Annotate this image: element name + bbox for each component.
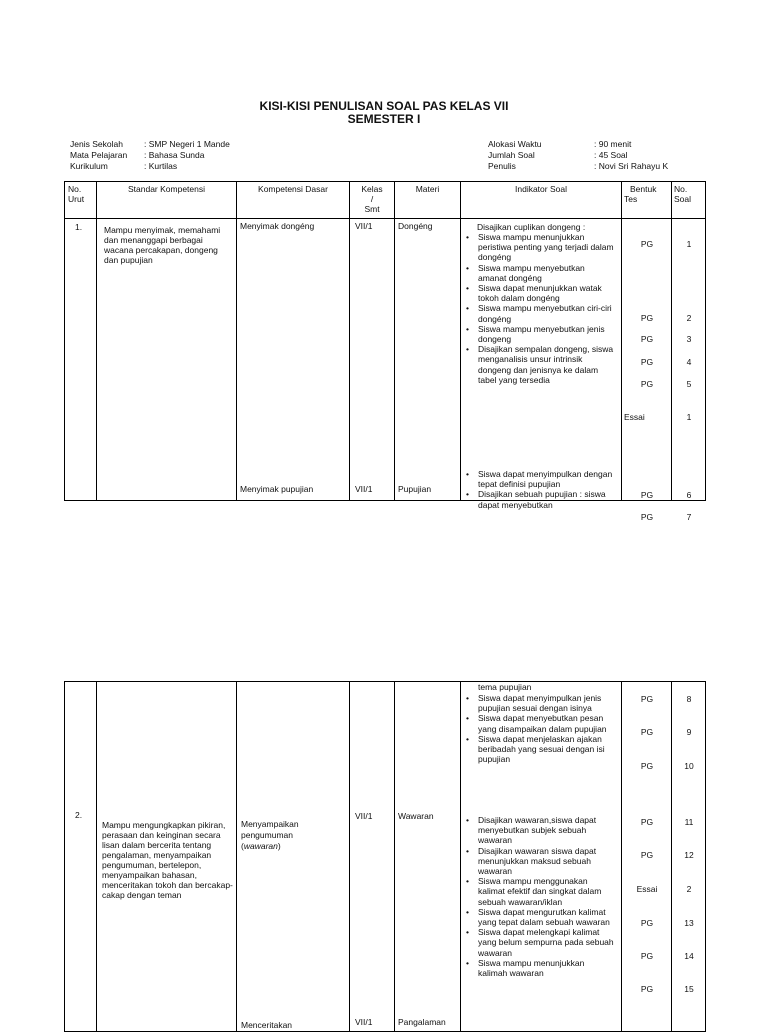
cell-kelas xyxy=(350,219,395,501)
indikator-list xyxy=(464,815,614,978)
list-item: • Siswa dapat mengurutkan kalimat yang tepat dalam sebuah wawaran xyxy=(464,907,614,927)
materi-text: Pangalaman xyxy=(398,1017,446,1027)
cell-bentuk-tes xyxy=(622,219,672,522)
list-item: • Siswa mampu menyebutkan ciri-ciri dongéng xyxy=(464,303,614,323)
no-soal: 7 xyxy=(686,512,692,522)
no-soal: 5 xyxy=(686,379,692,389)
meta-label: Kurikulum xyxy=(70,161,108,171)
document-subtitle: SEMESTER I xyxy=(347,112,421,126)
kd-text: Menyampaikan xyxy=(241,819,299,829)
meta-label: Penulis xyxy=(488,161,516,171)
meta-value: : 45 Soal xyxy=(594,150,628,160)
standar-kompetensi-text: Mampu mengungkapkan pikiran, perasaan dan keinginan secara lisan dalam bercerita tentang pengalaman, menyampaikan pengumuman, bertelepon, menyampaikan bahasan, menceritakan tokoh dan bercakap-cakap dengan teman xyxy=(102,820,233,900)
kelas-text: VII/1 xyxy=(355,1017,373,1027)
list-item: • Disajikan sempalan dongeng, siswa menganalisis unsur intrinsik dongeng dan jenisnya ke dalam tabel yang tersedia xyxy=(464,344,614,385)
header-no-soal xyxy=(672,182,706,219)
bentuk-tes: PG xyxy=(640,761,654,771)
meta-value: : 90 menit xyxy=(594,139,632,149)
bentuk-tes: PG xyxy=(640,357,654,367)
kelas-text: VII/1 xyxy=(355,484,373,494)
kisi-table-page1 xyxy=(64,181,706,522)
kd-text: Menceritakan xyxy=(241,1020,293,1030)
cell-kelas xyxy=(350,682,395,1032)
no-soal: 6 xyxy=(686,490,692,500)
list-item: • Siswa dapat menjelaskan ajakan beribadah yang sesuai dengan isi pupujian xyxy=(464,734,614,765)
kd-text: Menyimak dongéng xyxy=(240,221,315,231)
no-soal: 1 xyxy=(686,239,692,249)
materi-text: Pupujian xyxy=(398,484,432,494)
no-soal: 8 xyxy=(686,694,692,704)
table-row xyxy=(65,219,706,501)
cell-kd xyxy=(237,682,350,1032)
list-item: • Siswa dapat menunjukkan watak tokoh dalam dongéng xyxy=(464,283,614,303)
meta-label: Jumlah Soal xyxy=(488,150,535,160)
header-materi: Materi xyxy=(395,182,461,219)
cell-standar xyxy=(97,682,237,1032)
header-text: Urut xyxy=(68,194,85,204)
bentuk-tes: Essai xyxy=(624,412,645,422)
no-soal: 4 xyxy=(686,357,692,367)
list-item: • Disajikan wawaran siswa dapat menunjukkan maksud sebuah wawaran xyxy=(464,846,614,877)
header-text: Kelas xyxy=(361,184,383,194)
cell-indikator xyxy=(461,682,622,1032)
bentuk-tes: PG xyxy=(640,694,654,704)
kd-text: pengumuman xyxy=(241,830,293,840)
kd-text: (wawaran) xyxy=(241,841,281,851)
meta-label: Mata Pelajaran xyxy=(70,150,128,160)
indikator-list xyxy=(464,232,614,385)
bentuk-tes: PG xyxy=(640,817,654,827)
list-item: • Siswa dapat melengkapi kalimat yang belum sempurna pada sebuah wawaran xyxy=(464,927,614,958)
kd-text: Menyimak pupujian xyxy=(240,484,314,494)
kelas-text: VII/1 xyxy=(355,221,373,231)
bentuk-tes: PG xyxy=(640,918,654,928)
cell-materi xyxy=(395,682,461,1032)
cell-standar xyxy=(97,219,237,501)
cell-kd xyxy=(237,219,350,501)
no-soal: 14 xyxy=(684,951,694,961)
kd-italic-text: wawaran xyxy=(243,841,278,851)
cell-no-soal xyxy=(672,219,706,522)
header-bentuk-tes xyxy=(622,182,672,219)
bentuk-tes: PG xyxy=(640,850,654,860)
meta-left xyxy=(70,139,230,172)
header-text: No. xyxy=(68,184,82,194)
header-text: Bentuk xyxy=(630,184,657,194)
meta-value: : Novi Sri Rahayu K xyxy=(594,161,669,171)
no-soal: 15 xyxy=(684,984,694,994)
table-row xyxy=(65,682,706,1032)
list-item: • Siswa mampu menunjukkan kalimah wawaran xyxy=(464,958,614,978)
bentuk-tes: PG xyxy=(640,490,654,500)
cell-materi xyxy=(395,219,461,501)
meta-right xyxy=(488,139,668,172)
header-text: Tes xyxy=(624,194,638,204)
bentuk-tes: PG xyxy=(640,984,654,994)
list-item: • Siswa dapat menyimpulkan dengan tepat definisi pupujian xyxy=(464,469,614,489)
standar-kompetensi-text: Mampu menyimak, memahami dan menanggapi berbagai wacana percakapan, dongeng dan pupujian xyxy=(104,225,221,265)
no-soal: 11 xyxy=(684,817,694,827)
bentuk-tes: PG xyxy=(640,334,654,344)
list-item: • Siswa dapat menyebutkan pesan yang disampaikan dalam pupujian xyxy=(464,713,614,733)
header-standar: Standar Kompetensi xyxy=(97,182,237,219)
header-text: Smt xyxy=(364,204,380,214)
cell-no xyxy=(65,682,97,1032)
header-text: / xyxy=(370,194,374,204)
cell-no-soal xyxy=(672,682,706,1032)
bentuk-tes: PG xyxy=(640,512,654,522)
no-soal: 12 xyxy=(684,850,694,860)
bentuk-tes: PG xyxy=(640,727,654,737)
cell-no xyxy=(65,219,97,501)
meta-value: : SMP Negeri 1 Mande xyxy=(144,139,230,149)
list-item: • Siswa mampu menunjukkan peristiwa penting yang terjadi dalam dongéng xyxy=(464,232,614,263)
meta-value: : Bahasa Sunda xyxy=(144,150,205,160)
header-text: Soal xyxy=(674,194,692,204)
bentuk-tes: PG xyxy=(640,951,654,961)
no-soal: 10 xyxy=(684,761,694,771)
materi-text: Wawaran xyxy=(398,811,434,821)
no-soal: 13 xyxy=(684,918,694,928)
no-soal: 1 xyxy=(686,412,692,422)
header-kd: Kompetensi Dasar xyxy=(237,182,350,219)
meta-label: Jenis Sekolah xyxy=(70,139,123,149)
row-number: 2. xyxy=(75,810,83,820)
header-indikator: Indikator Soal xyxy=(461,182,622,219)
kelas-text: VII/1 xyxy=(355,811,373,821)
meta-label: Alokasi Waktu xyxy=(488,139,542,149)
no-soal: 3 xyxy=(686,334,692,344)
list-item: • Disajikan wawaran,siswa dapat menyebutkan subjek sebuah wawaran xyxy=(464,815,614,846)
indikator-continued: tema pupujian xyxy=(478,682,532,692)
no-soal: 9 xyxy=(686,727,692,737)
row-number: 1. xyxy=(75,222,83,232)
header-no-urut xyxy=(65,182,97,219)
meta-value: : Kurtilas xyxy=(144,161,178,171)
materi-text: Dongéng xyxy=(398,221,433,231)
list-item: • Siswa mampu menyebutkan jenis dongeng xyxy=(464,324,614,344)
cell-bentuk-tes xyxy=(622,682,672,1032)
kisi-table-page2 xyxy=(64,681,706,1032)
list-item: • Disajikan sebuah pupujian : siswa dapat menyebutkan xyxy=(464,489,614,509)
bentuk-tes: PG xyxy=(640,379,654,389)
list-item: • Siswa mampu menggunakan kalimat efektif dan singkat dalam sebuah wawaran/iklan xyxy=(464,876,614,907)
indikator-list xyxy=(464,469,614,510)
document-title: KISI-KISI PENULISAN SOAL PAS KELAS VII xyxy=(259,99,509,113)
table-header-row xyxy=(65,182,706,219)
list-item: • Siswa mampu menyebutkan amanat dongéng xyxy=(464,263,614,283)
cell-indikator xyxy=(461,219,622,510)
header-kelas xyxy=(350,182,395,219)
bentuk-tes: PG xyxy=(640,313,654,323)
indikator-list xyxy=(464,693,614,764)
header-text: No. xyxy=(674,184,688,194)
no-soal: 2 xyxy=(686,884,692,894)
no-soal: 2 xyxy=(686,313,692,323)
bentuk-tes: PG xyxy=(640,239,654,249)
list-item: • Siswa dapat menyimpulkan jenis pupujian sesuai dengan isinya xyxy=(464,693,614,713)
indikator-intro: Disajikan cuplikan dongeng : xyxy=(477,222,586,232)
bentuk-tes: Essai xyxy=(636,884,658,894)
